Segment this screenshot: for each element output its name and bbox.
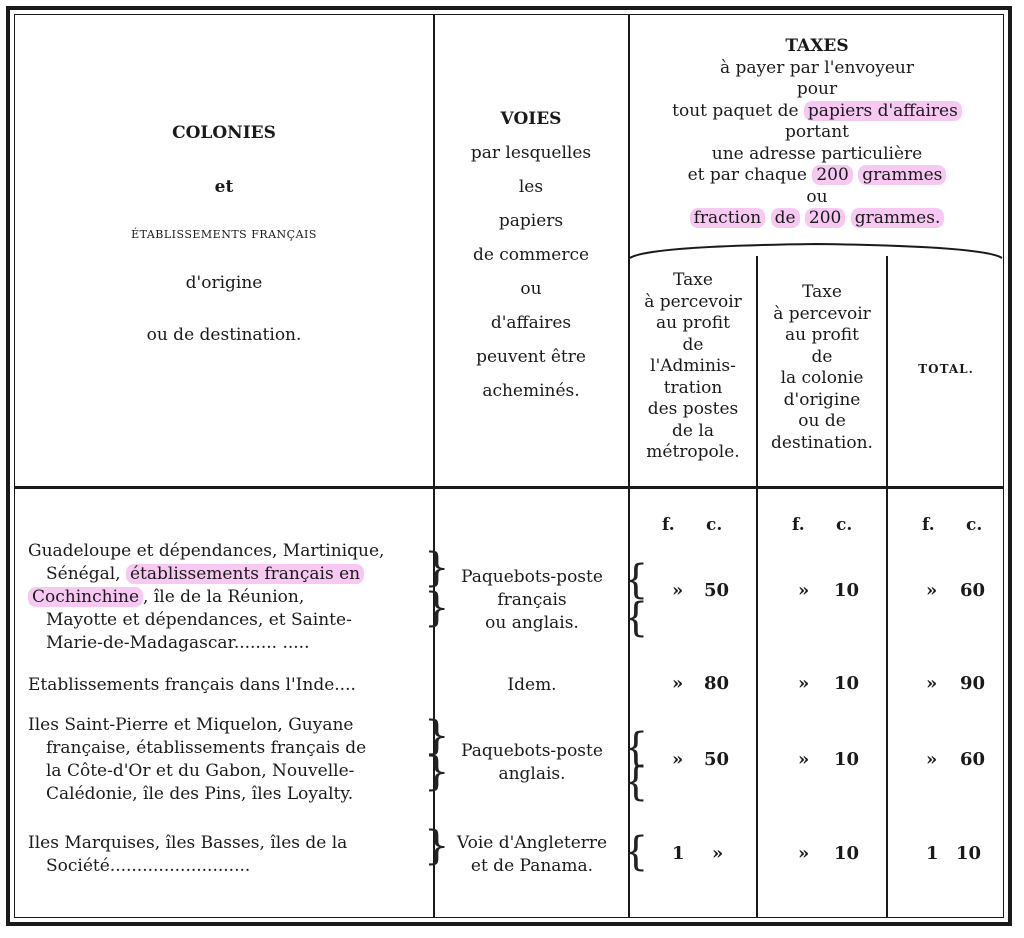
- colonies-line: Calédonie, île des Pins, îles Loyalty.: [46, 784, 354, 804]
- header-voies-line: ou: [520, 279, 542, 299]
- header-voies-line: les: [518, 177, 544, 197]
- colonies-text: , île de la Réunion,: [143, 587, 305, 607]
- header-bottom-rule: [14, 486, 1004, 489]
- cell-t1-centimes: »: [712, 843, 724, 864]
- cell-total-centimes: 90: [960, 673, 986, 694]
- cell-t1-francs: 1: [672, 843, 685, 864]
- colonies-line: Etablissements français dans l'Inde....: [28, 675, 356, 695]
- header-voies-line: papiers: [498, 211, 564, 231]
- cell-t1-francs: »: [672, 580, 684, 601]
- highlight-de: de: [771, 208, 800, 228]
- colonies-line: Mayotte et dépendances, et Sainte-: [46, 610, 352, 630]
- subheader-line: Taxe: [802, 282, 842, 302]
- cell-total-centimes: 10: [956, 843, 982, 864]
- header-taxes-line: à payer par l'envoyeur: [720, 57, 914, 78]
- cell-t2-centimes: 10: [834, 580, 860, 601]
- brace-right: {: [623, 595, 649, 641]
- subheader-line: à percevoir: [644, 291, 742, 312]
- header-colonies-title: COLONIES: [172, 123, 276, 143]
- brace-right: {: [623, 759, 649, 805]
- header-colonies-et: et: [214, 177, 234, 197]
- cell-t2-francs: »: [798, 673, 810, 694]
- cell-total-francs: »: [926, 749, 938, 770]
- header-taxes-line: une adresse particulière: [711, 143, 923, 164]
- header-taxes-line: [630, 101, 1004, 123]
- taxes-bracket: [628, 236, 1004, 262]
- brace-left: }: [424, 749, 450, 795]
- colonies-text: Sénégal,: [46, 564, 121, 584]
- table-row-4-voies: [440, 832, 624, 878]
- unit-c: c.: [966, 515, 983, 535]
- header-taxes-text: tout paquet de: [672, 100, 799, 121]
- highlight-200: 200: [805, 208, 845, 228]
- header-voies-line: peuvent être: [476, 347, 586, 367]
- cell-total-centimes: 60: [960, 749, 986, 770]
- unit-f: f.: [662, 515, 675, 535]
- table-row-3-voies: [440, 740, 624, 786]
- header-taxes-line: [630, 165, 1004, 187]
- header-voies-line: de commerce: [472, 245, 590, 265]
- header-voies: [436, 102, 626, 408]
- table-row-2-colonies: [28, 674, 428, 697]
- brace-left: }: [424, 823, 450, 869]
- cell-t1-francs: »: [672, 749, 684, 770]
- highlight-papiers-affaires: papiers d'affaires: [804, 101, 962, 121]
- table-row-4-colonies: [28, 832, 428, 878]
- header-voies-title: VOIES: [500, 109, 562, 129]
- voies-line: Paquebots-poste: [461, 567, 603, 587]
- cell-t2-centimes: 10: [834, 673, 860, 694]
- cell-t1-centimes: 50: [704, 749, 730, 770]
- subheader-line: destination.: [771, 432, 873, 453]
- header-etablissements: ÉTABLISSEMENTS FRANÇAIS: [131, 228, 317, 241]
- subheader-total: TOTAL.: [918, 362, 974, 376]
- brace-left: }: [424, 713, 450, 759]
- header-taxes-title: TAXES: [785, 36, 849, 56]
- cell-t1-centimes: 80: [704, 673, 730, 694]
- voies-line: Voie d'Angleterre: [456, 833, 608, 853]
- cell-t1-centimes: 50: [704, 580, 730, 601]
- table-row-2-voies: [440, 674, 624, 697]
- header-voies-line: acheminés.: [482, 381, 580, 401]
- header-taxes-line: ou: [806, 186, 828, 207]
- header-destination: ou de destination.: [146, 325, 302, 345]
- table-row-1-colonies: [28, 540, 428, 655]
- cell-total-francs: »: [926, 580, 938, 601]
- colonies-line: française, établissements français de: [46, 738, 367, 758]
- voies-line: Idem.: [507, 675, 557, 695]
- subheader-line: des postes: [647, 399, 739, 419]
- highlight-grammes: grammes: [858, 165, 946, 185]
- colonies-line: Guadeloupe et dépendances, Martinique,: [28, 541, 385, 561]
- unit-f: f.: [922, 515, 935, 535]
- brace-right: {: [623, 557, 649, 603]
- subheader-colonie: [758, 282, 886, 454]
- cell-t2-francs: »: [798, 580, 810, 601]
- voies-line: et de Panama.: [470, 856, 594, 876]
- highlight-fraction: fraction: [690, 208, 766, 228]
- voies-line: anglais.: [498, 764, 566, 784]
- colonies-line: [28, 563, 428, 586]
- subheader-metropole: [630, 270, 756, 464]
- header-voies-line: par lesquelles: [470, 143, 592, 163]
- unit-c: c.: [706, 515, 723, 535]
- voies-line: français: [497, 590, 567, 610]
- header-taxes-line: [630, 208, 1004, 230]
- header-taxes-line: pour: [796, 79, 838, 99]
- subheader-line: d'origine: [783, 389, 861, 410]
- subheader-line: ou de: [798, 411, 846, 431]
- brace-left: }: [424, 545, 450, 591]
- colonies-line: Société..........................: [46, 856, 251, 876]
- colonies-line: la Côte-d'Or et du Gabon, Nouvelle-: [46, 761, 355, 781]
- brace-right: {: [623, 725, 649, 771]
- brace-right: {: [623, 829, 649, 875]
- cell-t2-francs: »: [798, 843, 810, 864]
- colonies-line: Iles Marquises, îles Basses, îles de la: [28, 833, 348, 853]
- subheader-line: au profit: [785, 325, 859, 345]
- header-taxes-text: et par chaque: [687, 165, 807, 185]
- cell-total-francs: 1: [926, 843, 939, 864]
- cell-t1-francs: »: [672, 673, 684, 694]
- subheader-line: de: [682, 334, 704, 355]
- cell-t2-centimes: 10: [834, 749, 860, 770]
- voies-line: Paquebots-poste: [461, 741, 603, 761]
- cell-total-centimes: 60: [960, 580, 986, 601]
- highlight-grammes: grammes.: [851, 208, 945, 228]
- col-divider-4: [886, 256, 888, 918]
- subheader-line: au profit: [656, 313, 730, 333]
- subheader-line: à percevoir: [773, 303, 871, 324]
- cell-t2-francs: »: [798, 749, 810, 770]
- table-row-1-voies: [440, 566, 624, 635]
- subheader-line: de: [811, 346, 833, 367]
- colonies-line: Marie-de-Madagascar........ .....: [46, 633, 310, 653]
- subheader-line: l'Adminis-: [650, 356, 736, 376]
- highlight-etablissements: établissements français en: [126, 564, 364, 584]
- header-taxes-line: portant: [785, 122, 849, 142]
- unit-c: c.: [836, 515, 853, 535]
- subheader-line: la colonie: [780, 368, 864, 388]
- unit-f: f.: [792, 515, 805, 535]
- table-row-3-colonies: [28, 714, 428, 806]
- colonies-line: Iles Saint-Pierre et Miquelon, Guyane: [28, 715, 354, 735]
- subheader-line: tration: [663, 377, 723, 398]
- cell-total-francs: »: [926, 673, 938, 694]
- highlight-cochinchine: Cochinchine: [28, 587, 143, 607]
- highlight-200: 200: [812, 165, 852, 185]
- subheader-line: Taxe: [673, 270, 713, 290]
- cell-t2-centimes: 10: [834, 843, 860, 864]
- header-colonies: [16, 122, 432, 346]
- subheader-line: métropole.: [646, 442, 740, 462]
- header-taxes: [630, 36, 1004, 230]
- brace-left: }: [424, 585, 450, 631]
- subheader-line: de la: [672, 420, 714, 441]
- header-origine: d'origine: [185, 273, 263, 293]
- header-voies-line: d'affaires: [490, 313, 572, 333]
- voies-line: ou anglais.: [485, 613, 579, 633]
- colonies-line: [28, 586, 428, 609]
